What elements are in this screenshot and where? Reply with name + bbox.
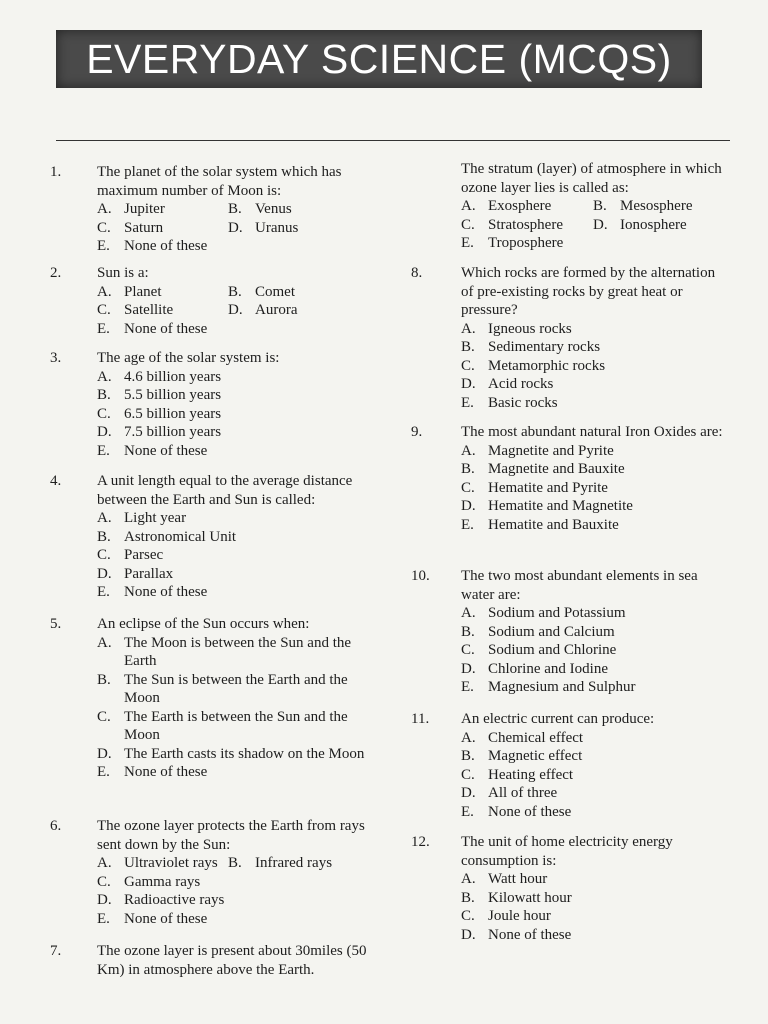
option bbox=[461, 516, 729, 535]
question-body bbox=[97, 817, 369, 928]
option bbox=[97, 301, 228, 320]
option-text: Metamorphic rocks bbox=[488, 357, 606, 374]
option bbox=[461, 907, 729, 926]
question-body bbox=[461, 710, 729, 821]
option-letter: C. bbox=[461, 642, 475, 658]
option-pair-row bbox=[97, 200, 369, 219]
question-body bbox=[97, 264, 369, 338]
option bbox=[461, 766, 729, 785]
option bbox=[461, 460, 729, 479]
option-text: 4.6 billion years bbox=[124, 368, 222, 385]
question-number: 1. bbox=[50, 164, 62, 180]
option-text: Stratosphere bbox=[488, 216, 563, 233]
option-letter: D. bbox=[228, 302, 243, 318]
question-body bbox=[461, 567, 729, 697]
option bbox=[461, 623, 729, 642]
option-text: Sodium and Potassium bbox=[488, 605, 626, 621]
option-letter: A. bbox=[461, 320, 476, 337]
option-letter: C. bbox=[97, 873, 111, 890]
option-letter: D. bbox=[593, 216, 608, 233]
option bbox=[461, 357, 729, 376]
option-text: Heating effect bbox=[488, 766, 574, 783]
option bbox=[228, 283, 295, 302]
question-body bbox=[461, 264, 729, 412]
option bbox=[97, 763, 369, 782]
option-letter: A. bbox=[97, 368, 112, 385]
option-text: Chemical effect bbox=[488, 729, 584, 746]
option-text: Magnetic effect bbox=[488, 748, 583, 764]
option-letter: B. bbox=[461, 889, 475, 906]
question-stem: Which rocks are formed by the alternation of pre-existing rocks by great heat or pressure? bbox=[461, 265, 716, 318]
option-text: The Sun is between the Earth and the Moon bbox=[124, 671, 348, 706]
option-letter: C. bbox=[461, 766, 475, 783]
option-text: Parsec bbox=[124, 547, 164, 563]
question-stem: The unit of home electricity energy consumption is: bbox=[461, 834, 673, 869]
question-body bbox=[461, 160, 729, 253]
option-text: None of these bbox=[124, 910, 208, 927]
option-letter: B. bbox=[461, 623, 475, 640]
question-body bbox=[461, 423, 729, 534]
option-text: Hematite and Pyrite bbox=[488, 479, 608, 496]
option-text: The Earth is between the Sun and the Moon bbox=[124, 708, 348, 743]
option bbox=[461, 803, 729, 822]
option-text: Magnetite and Pyrite bbox=[488, 442, 614, 459]
option bbox=[228, 854, 332, 873]
option bbox=[97, 320, 369, 339]
option-letter: D. bbox=[461, 785, 476, 801]
option-text: The Earth casts its shadow on the Moon bbox=[124, 745, 365, 762]
option-text: Kilowatt hour bbox=[488, 889, 572, 906]
option-pair-row bbox=[461, 197, 729, 216]
question-stem: An eclipse of the Sun occurs when: bbox=[97, 616, 310, 632]
question-stem: A unit length equal to the average distance between the Earth and Sun is called: bbox=[97, 473, 353, 508]
option-text: Radioactive rays bbox=[124, 892, 225, 908]
option bbox=[97, 283, 228, 302]
option-text: Igneous rocks bbox=[488, 320, 572, 337]
option-letter: D. bbox=[461, 376, 476, 392]
option-text: 7.5 billion years bbox=[124, 424, 222, 440]
option-text: Astronomical Unit bbox=[124, 528, 237, 545]
option-text: None of these bbox=[124, 442, 208, 459]
option bbox=[97, 854, 228, 873]
option bbox=[593, 216, 687, 235]
option-text: Exosphere bbox=[488, 198, 552, 214]
option-text: Sodium and Calcium bbox=[488, 623, 615, 640]
option-letter: D. bbox=[97, 565, 112, 582]
option-letter: B. bbox=[97, 671, 111, 688]
option-letter: B. bbox=[97, 387, 111, 403]
option-pair-row bbox=[97, 219, 369, 238]
option bbox=[461, 197, 593, 216]
option-letter: B. bbox=[97, 528, 111, 545]
option-text: All of three bbox=[488, 785, 558, 801]
option-text: Jupiter bbox=[124, 201, 165, 217]
option-text: None of these bbox=[124, 584, 208, 600]
option-letter: C. bbox=[97, 219, 111, 236]
question-number: 3. bbox=[50, 350, 62, 366]
option-letter: B. bbox=[461, 339, 475, 355]
option-text: Light year bbox=[124, 510, 187, 526]
question-body bbox=[97, 472, 369, 602]
question-number: 9. bbox=[411, 424, 423, 440]
option-letter: A. bbox=[97, 510, 112, 526]
option-text: Troposphere bbox=[488, 235, 564, 251]
option-letter: D. bbox=[97, 424, 112, 440]
header-divider bbox=[56, 140, 730, 141]
question-number: 7. bbox=[50, 943, 62, 959]
option bbox=[97, 528, 369, 547]
option-letter: A. bbox=[461, 442, 476, 459]
option-letter: E. bbox=[461, 394, 474, 411]
option-letter: D. bbox=[97, 892, 112, 908]
option-text: Ionosphere bbox=[620, 216, 687, 233]
option-letter: C. bbox=[461, 357, 475, 374]
option bbox=[461, 784, 729, 803]
option-pair-row bbox=[461, 216, 729, 235]
option-letter: C. bbox=[97, 405, 111, 422]
option bbox=[97, 910, 369, 929]
option bbox=[461, 216, 593, 235]
option-letter: E. bbox=[461, 516, 474, 533]
option bbox=[461, 604, 729, 623]
question-stem: The most abundant natural Iron Oxides are: bbox=[461, 424, 723, 440]
option-text: Parallax bbox=[124, 565, 174, 582]
option-text: Basic rocks bbox=[488, 394, 558, 411]
option-text: None of these bbox=[488, 803, 572, 820]
option bbox=[97, 873, 369, 892]
option bbox=[97, 565, 369, 584]
option-text: None of these bbox=[124, 320, 208, 337]
option-text: 6.5 billion years bbox=[124, 405, 222, 422]
question-body bbox=[461, 833, 729, 944]
option bbox=[461, 375, 729, 394]
option-letter: A. bbox=[461, 871, 476, 887]
option-letter: E. bbox=[461, 803, 474, 820]
option-letter: A. bbox=[97, 283, 112, 300]
option bbox=[97, 200, 228, 219]
question-number: 12. bbox=[411, 834, 430, 850]
option-text: None of these bbox=[124, 238, 208, 254]
option-text: Hematite and Magnetite bbox=[488, 498, 633, 514]
option-pair-row bbox=[97, 854, 369, 873]
page-title: EVERYDAY SCIENCE (MCQS) bbox=[86, 35, 672, 82]
option-letter: C. bbox=[97, 547, 111, 563]
option-text: None of these bbox=[488, 926, 572, 943]
option-text: Comet bbox=[255, 283, 295, 300]
question-stem: An electric current can produce: bbox=[461, 711, 655, 727]
question-number: 4. bbox=[50, 473, 62, 489]
option-letter: A. bbox=[97, 201, 112, 217]
option-letter: B. bbox=[228, 283, 242, 300]
option-text: Saturn bbox=[124, 219, 164, 236]
option bbox=[97, 891, 369, 910]
option-pair-row bbox=[97, 283, 369, 302]
question-number: 11. bbox=[411, 711, 430, 727]
option-letter: E. bbox=[97, 910, 110, 927]
option-text: Planet bbox=[124, 283, 162, 300]
option-text: Gamma rays bbox=[124, 873, 201, 890]
option bbox=[228, 301, 297, 320]
option bbox=[461, 870, 729, 889]
option bbox=[461, 497, 729, 516]
option bbox=[461, 729, 729, 748]
question-number: 2. bbox=[50, 265, 62, 281]
option-text: None of these bbox=[124, 764, 208, 780]
option-letter: A. bbox=[97, 855, 112, 871]
option bbox=[461, 660, 729, 679]
option bbox=[97, 219, 228, 238]
option bbox=[97, 708, 369, 745]
option-text: Infrared rays bbox=[255, 855, 333, 871]
question-body bbox=[97, 349, 369, 460]
option bbox=[461, 926, 729, 945]
option bbox=[461, 394, 729, 413]
option-letter: E. bbox=[97, 764, 110, 780]
option-letter: D. bbox=[461, 498, 476, 514]
option-letter: D. bbox=[97, 745, 112, 762]
option-letter: C. bbox=[461, 908, 475, 924]
option-letter: E. bbox=[97, 320, 110, 337]
option bbox=[97, 634, 369, 671]
question-stem: The ozone layer protects the Earth from rays sent down by the Sun: bbox=[97, 818, 365, 853]
option bbox=[461, 320, 729, 339]
option bbox=[228, 219, 298, 238]
option bbox=[97, 423, 369, 442]
option bbox=[461, 338, 729, 357]
option-letter: A. bbox=[97, 634, 112, 651]
question-stem: The two most abundant elements in sea water are: bbox=[461, 568, 698, 603]
option-text: Joule hour bbox=[488, 908, 551, 924]
option-letter: E. bbox=[461, 679, 474, 695]
option bbox=[97, 745, 369, 764]
option-text: Sodium and Chlorine bbox=[488, 642, 617, 658]
option-text: Aurora bbox=[255, 302, 298, 318]
option bbox=[97, 386, 369, 405]
option-text: Acid rocks bbox=[488, 376, 554, 392]
option bbox=[97, 368, 369, 387]
question-stem: Sun is a: bbox=[97, 265, 149, 281]
option bbox=[461, 479, 729, 498]
option bbox=[97, 671, 369, 708]
question-body bbox=[97, 942, 369, 979]
question-body bbox=[97, 615, 369, 782]
question-body bbox=[97, 163, 369, 256]
option bbox=[461, 678, 729, 697]
option bbox=[97, 442, 369, 461]
question-stem: The planet of the solar system which has maximum number of Moon is: bbox=[97, 164, 342, 199]
option bbox=[97, 583, 369, 602]
question-number: 10. bbox=[411, 568, 430, 584]
option-text: Ultraviolet rays bbox=[124, 855, 218, 871]
question-number: 5. bbox=[50, 616, 62, 632]
option bbox=[461, 747, 729, 766]
option bbox=[461, 641, 729, 660]
option-letter: C. bbox=[461, 216, 475, 233]
option-letter: E. bbox=[461, 235, 474, 251]
option bbox=[97, 237, 369, 256]
option-letter: B. bbox=[461, 748, 475, 764]
option-pair-row bbox=[97, 301, 369, 320]
option-text: Hematite and Bauxite bbox=[488, 516, 619, 533]
option-letter: C. bbox=[97, 708, 111, 725]
option-letter: B. bbox=[593, 198, 607, 214]
option bbox=[461, 442, 729, 461]
option-letter: C. bbox=[97, 302, 111, 318]
question-stem: The ozone layer is present about 30miles (50 Km) in atmosphere above the Earth. bbox=[97, 943, 367, 978]
option-text: Sedimentary rocks bbox=[488, 339, 601, 355]
option bbox=[97, 546, 369, 565]
option-letter: E. bbox=[97, 238, 110, 254]
question-stem: The stratum (layer) of atmosphere in which ozone layer lies is called as: bbox=[461, 161, 722, 196]
option-letter: A. bbox=[461, 198, 476, 214]
option-letter: B. bbox=[228, 855, 242, 871]
option-text: Magnetite and Bauxite bbox=[488, 461, 625, 477]
option-letter: A. bbox=[461, 605, 476, 621]
option-text: Magnesium and Sulphur bbox=[488, 679, 636, 695]
option-letter: B. bbox=[461, 461, 475, 477]
option-letter: C. bbox=[461, 479, 475, 496]
option-text: Venus bbox=[255, 201, 292, 217]
option bbox=[97, 405, 369, 424]
option-letter: D. bbox=[461, 926, 476, 943]
option-text: Mesosphere bbox=[620, 198, 693, 214]
option-letter: D. bbox=[228, 219, 243, 236]
option-letter: D. bbox=[461, 660, 476, 677]
option bbox=[461, 234, 729, 253]
question-number: 6. bbox=[50, 818, 62, 834]
option-text: Chlorine and Iodine bbox=[488, 660, 608, 677]
option-text: Watt hour bbox=[488, 871, 548, 887]
option-letter: E. bbox=[97, 584, 110, 600]
option-text: Satellite bbox=[124, 302, 174, 318]
option bbox=[593, 197, 692, 216]
option-letter: B. bbox=[228, 201, 242, 217]
option-text: 5.5 billion years bbox=[124, 387, 222, 403]
option-letter: A. bbox=[461, 729, 476, 746]
option-text: The Moon is between the Sun and the Earth bbox=[124, 634, 352, 669]
option bbox=[228, 200, 292, 219]
question-stem: The age of the solar system is: bbox=[97, 350, 280, 366]
title-banner bbox=[56, 30, 702, 88]
option-text: Uranus bbox=[255, 219, 299, 236]
option-letter: E. bbox=[97, 442, 110, 459]
option bbox=[461, 889, 729, 908]
question-number: 8. bbox=[411, 265, 423, 281]
option bbox=[97, 509, 369, 528]
